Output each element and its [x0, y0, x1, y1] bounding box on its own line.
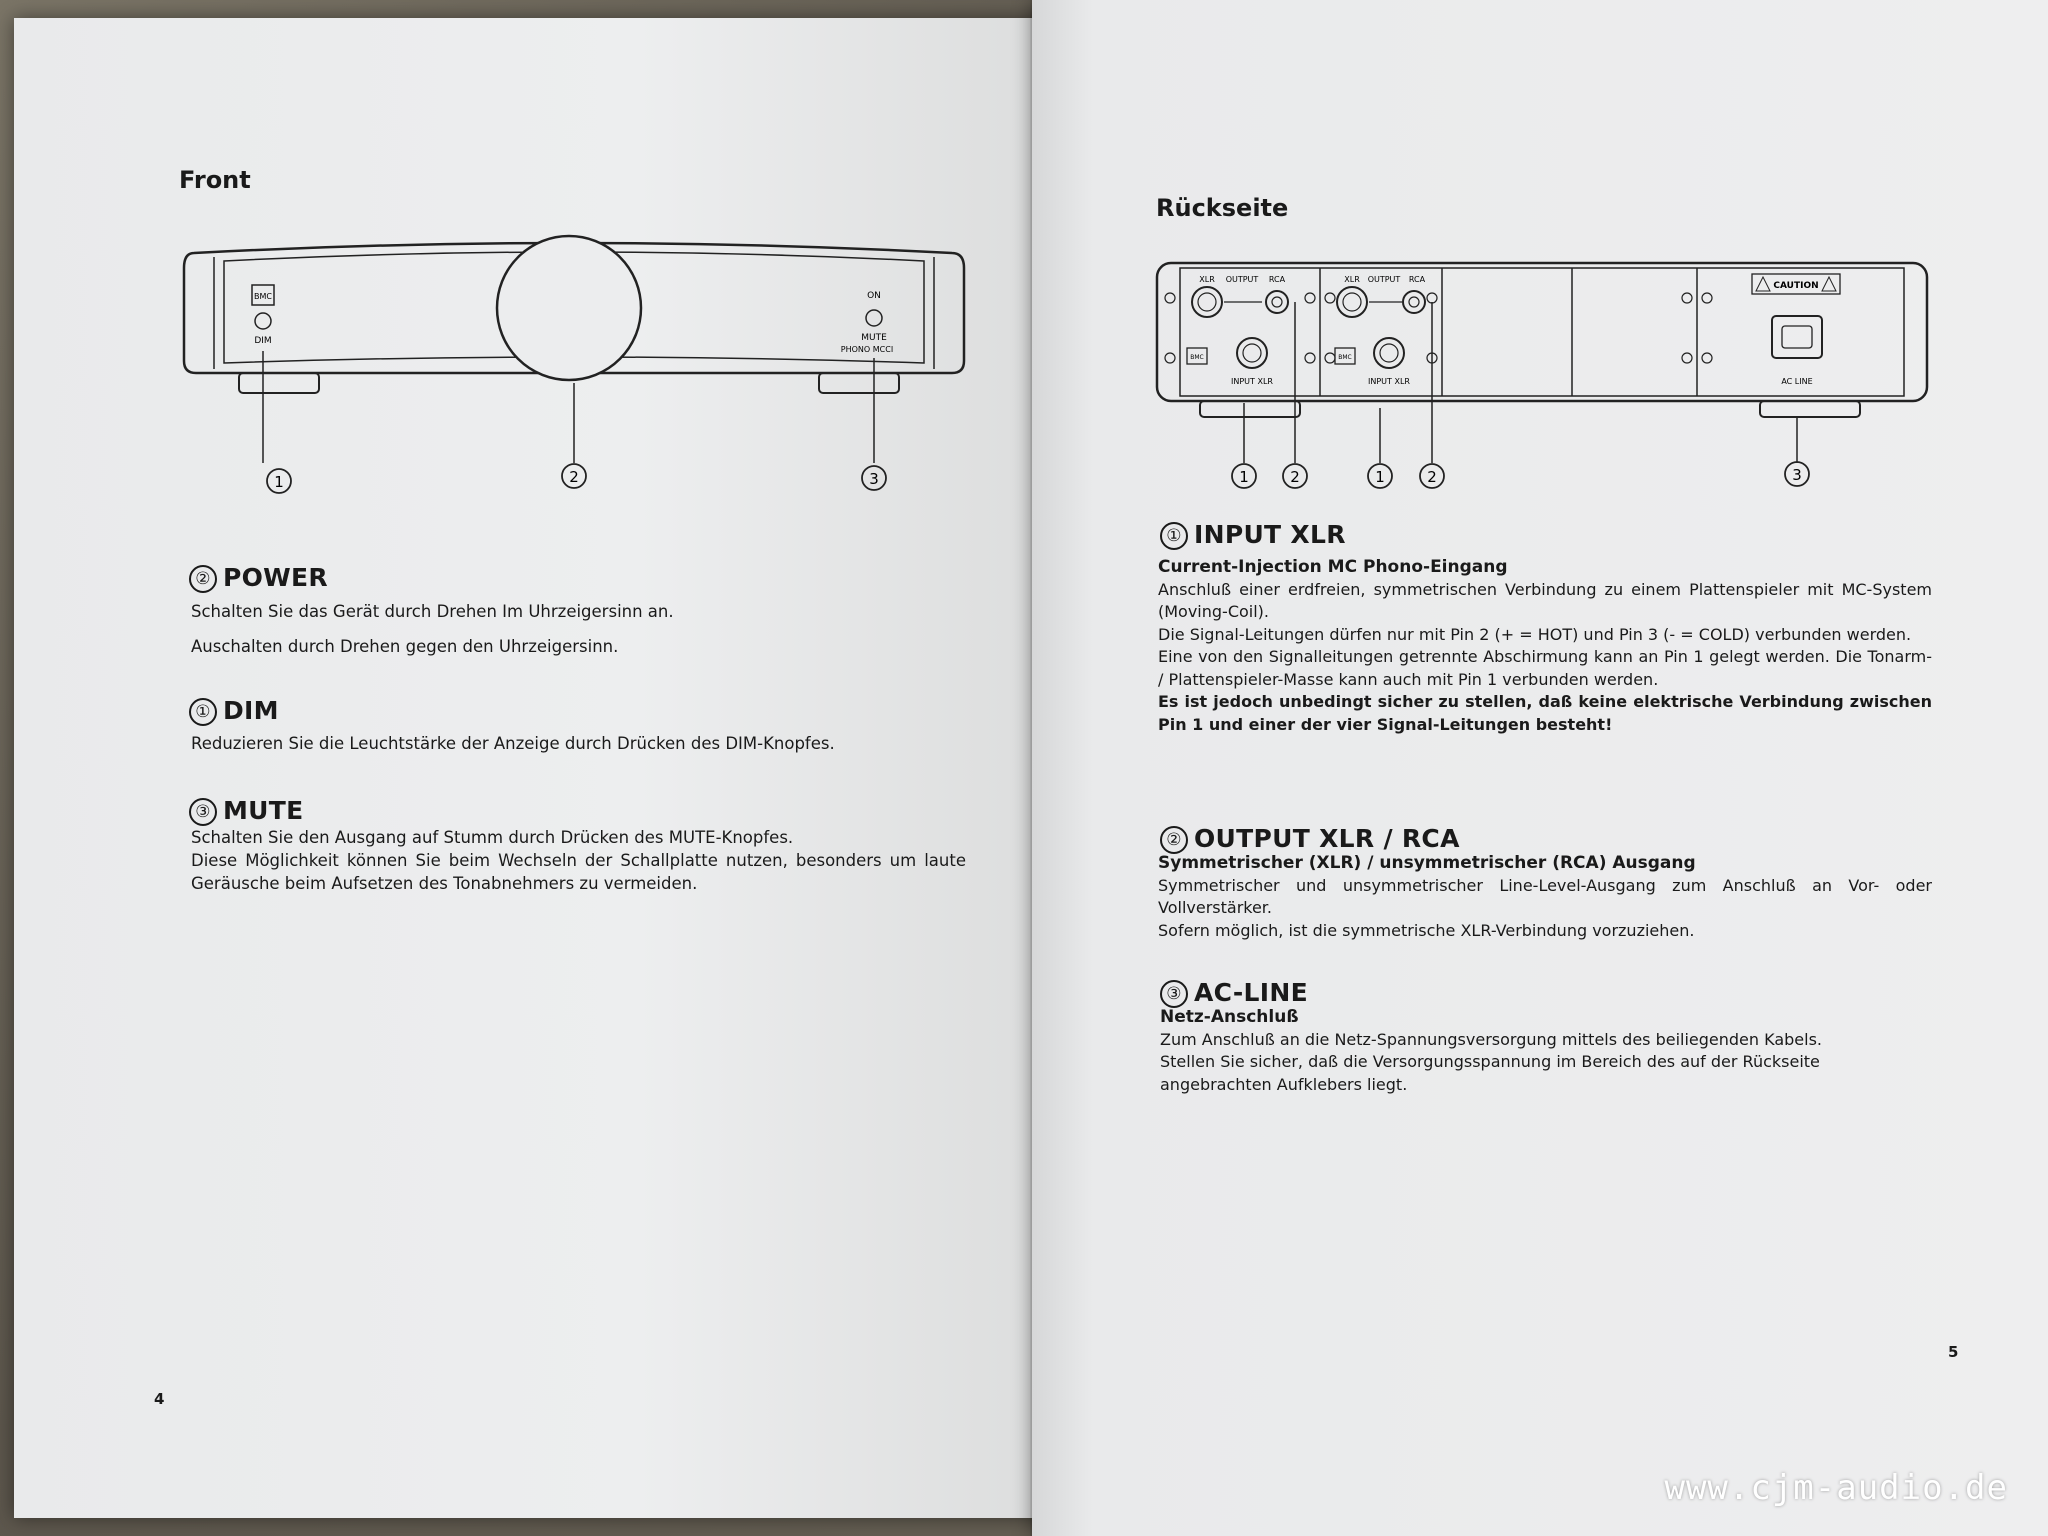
mute-line-1: Schalten Sie den Ausgang auf Stumm durch Drücken des MUTE-Knopfes.: [191, 828, 794, 847]
rear-xlr-label-1: XLR: [1199, 275, 1215, 284]
power-text: [191, 600, 1011, 658]
rear-input-label-1: INPUT XLR: [1231, 377, 1273, 386]
mute-text: [191, 826, 966, 895]
output-text: [1158, 852, 1932, 942]
output-subheading: Symmetrischer (XLR) / unsymmetrischer (RCA) Ausgang: [1158, 853, 1696, 873]
input-xlr-heading-text: INPUT XLR: [1194, 520, 1346, 549]
power-line-2: Auschalten durch Drehen gegen den Uhrzeigersinn.: [191, 637, 619, 656]
input-xlr-para-3: Eine von den Signalleitungen getrennte Abschirmung kann an Pin 1 gelegt werden. Die Tonarm- / Plattenspieler-Masse kann auch mit Pin 1 verbunden werden.: [1158, 647, 1932, 689]
model-label: PHONO MCCI: [840, 345, 894, 354]
page-number-left: 4: [154, 1390, 165, 1408]
ac-line-text: [1160, 1006, 1934, 1096]
front-panel-diagram: [174, 223, 974, 508]
rear-callout-3: 3: [1792, 466, 1802, 484]
dim-number: ①: [189, 698, 217, 726]
rear-output-label-2: OUTPUT: [1367, 275, 1401, 284]
front-title: Front: [179, 166, 251, 194]
on-label: ON: [867, 291, 881, 301]
input-xlr-heading: [1160, 520, 1346, 550]
rear-rca-label-1: RCA: [1268, 275, 1286, 284]
output-heading-text: OUTPUT XLR / RCA: [1194, 824, 1460, 853]
ac-line-para-2: Stellen Sie sicher, daß die Versorgungsspannung im Bereich des auf der Rückseite angebrachten Aufklebers liegt.: [1160, 1052, 1820, 1094]
rear-xlr-label-2: XLR: [1344, 275, 1360, 284]
mute-heading: [189, 796, 304, 826]
front-callout-1: 1: [274, 473, 284, 491]
page-number-right: 5: [1948, 1343, 1959, 1361]
power-line-1: Schalten Sie das Gerät durch Drehen Im Uhrzeigersinn an.: [191, 602, 674, 621]
input-xlr-text: [1158, 556, 1932, 736]
caution-label: CAUTION: [1773, 281, 1819, 291]
output-heading: [1160, 824, 1460, 854]
dim-heading-text: DIM: [223, 696, 279, 725]
output-para-2: Sofern möglich, ist die symmetrische XLR-Verbindung vorzuziehen.: [1158, 920, 1695, 940]
ac-line-para-1: Zum Anschluß an die Netz-Spannungsversorgung mittels des beiliegenden Kabels.: [1160, 1029, 1823, 1049]
dim-line-1: Reduzieren Sie die Leuchtstärke der Anzeige durch Drücken des DIM-Knopfes.: [191, 734, 835, 753]
input-xlr-subheading: Current-Injection MC Phono-Eingang: [1158, 557, 1508, 577]
ac-line-number: ③: [1160, 980, 1188, 1008]
input-xlr-para-2: Die Signal-Leitungen dürfen nur mit Pin 2 (+ = HOT) und Pin 3 (- = COLD) verbunden werden.: [1158, 624, 1912, 644]
rear-output-label-1: OUTPUT: [1225, 275, 1259, 284]
left-page: [14, 18, 1054, 1518]
ac-line-subheading: Netz-Anschluß: [1160, 1007, 1299, 1027]
rear-input-label-2: INPUT XLR: [1368, 377, 1410, 386]
mute-number: ③: [189, 798, 217, 826]
right-page: [1032, 0, 2048, 1536]
front-callout-3: 3: [869, 470, 879, 488]
mute-line-2: Diese Möglichkeit können Sie beim Wechseln der Schallplatte nutzen, besonders um laute Geräusche beim Aufsetzen des Tonabnehmers zu vermeiden.: [191, 851, 966, 893]
dim-label: DIM: [254, 336, 272, 346]
rear-callout-2b: 2: [1427, 468, 1437, 486]
ac-line-heading-text: AC-LINE: [1194, 978, 1308, 1007]
mute-label: MUTE: [861, 333, 887, 343]
mute-heading-text: MUTE: [223, 796, 304, 825]
rear-callout-1b: 1: [1375, 468, 1385, 486]
rear-rca-label-2: RCA: [1408, 275, 1426, 284]
rear-logo-label-2: BMC: [1338, 354, 1352, 361]
rear-callout-1a: 1: [1239, 468, 1249, 486]
output-number: ②: [1160, 826, 1188, 854]
input-xlr-warning: Es ist jedoch unbedingt sicher zu stellen, daß keine elektrische Verbindung zwischen Pin 1 und einer der vier Signal-Leitungen besteht!: [1158, 692, 1932, 734]
dim-text: [191, 732, 1011, 755]
ac-line-label: AC LINE: [1781, 377, 1813, 386]
front-callout-2: 2: [569, 468, 579, 486]
dim-heading: [189, 696, 279, 726]
input-xlr-number: ①: [1160, 522, 1188, 550]
rear-title: Rückseite: [1156, 194, 1289, 222]
watermark: www.cjm-audio.de: [1664, 1468, 2008, 1508]
output-para-1: Symmetrischer und unsymmetrischer Line-Level-Ausgang zum Anschluß an Vor- oder Vollverstärker.: [1158, 875, 1932, 917]
rear-logo-label-1: BMC: [1190, 354, 1204, 361]
rear-callout-2a: 2: [1290, 468, 1300, 486]
power-number: ②: [189, 565, 217, 593]
power-heading-text: POWER: [223, 563, 328, 592]
rear-panel-diagram: [1152, 258, 1932, 498]
front-logo-label: BMC: [254, 292, 272, 301]
input-xlr-para-1: Anschluß einer erdfreien, symmetrischen Verbindung zu einem Plattenspieler mit MC-System (Moving-Coil).: [1158, 579, 1932, 621]
ac-line-heading: [1160, 978, 1308, 1008]
power-heading: [189, 563, 328, 593]
